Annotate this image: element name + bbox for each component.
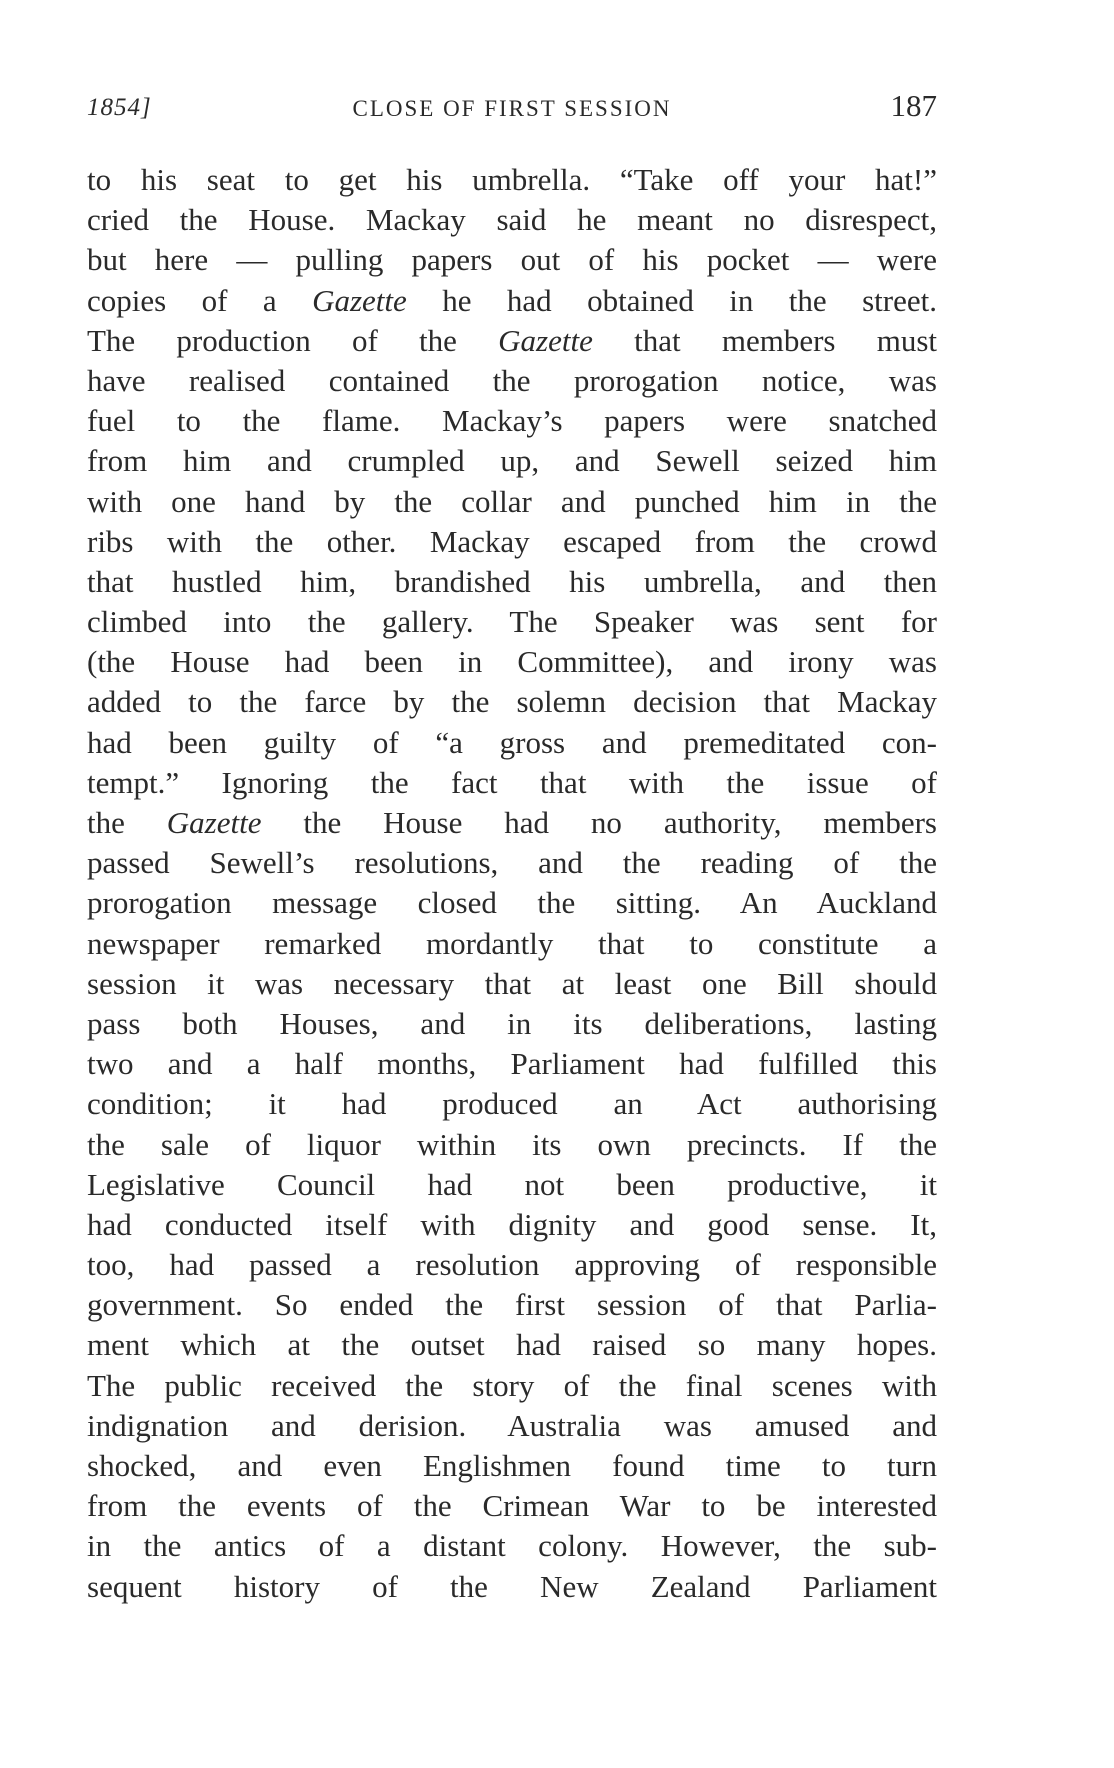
text-line: fuel to the flame. Mackay’s papers were snatched xyxy=(87,403,937,439)
text-line: in the antics of a distant colony. However, the sub- xyxy=(87,1528,937,1564)
text-line: newspaper remarked mordantly that to constitute a xyxy=(87,925,937,961)
text-line: the Gazette the House had no authority, members xyxy=(87,805,937,840)
gazette-title: Gazette xyxy=(498,322,593,358)
text-line: Legislative Council had not been productive, it xyxy=(87,1166,937,1202)
text-line: from the events of the Crimean War to be interested xyxy=(87,1488,937,1524)
text-line: ment which at the outset had raised so many hopes. xyxy=(87,1327,937,1363)
page-number: 187 xyxy=(890,88,937,123)
text-line: but here — pulling papers out of his pocket — were xyxy=(87,242,937,278)
text-line: condition; it had produced an Act authorising xyxy=(87,1086,937,1122)
text-line: two and a half months, Parliament had fulfilled this xyxy=(87,1046,937,1082)
text-line: too, had passed a resolution approving of responsible xyxy=(87,1247,937,1283)
running-head xyxy=(87,88,937,128)
text-line: copies of a Gazette he had obtained in the street. xyxy=(87,282,937,318)
running-head-title: CLOSE OF FIRST SESSION xyxy=(352,96,672,121)
text-line: have realised contained the prorogation notice, was xyxy=(87,362,937,398)
gazette-title: Gazette xyxy=(312,282,407,318)
text-line: that hustled him, brandished his umbrella, and then xyxy=(87,563,937,599)
text-line: with one hand by the collar and punched him in the xyxy=(87,483,937,519)
text-line: added to the farce by the solemn decision that Mackay xyxy=(87,684,937,720)
text-line: indignation and derision. Australia was amused and xyxy=(87,1407,937,1443)
text-line: the sale of liquor within its own precincts. If the xyxy=(87,1126,937,1162)
text-line: cried the House. Mackay said he meant no disrespect, xyxy=(87,202,937,238)
text-line: passed Sewell’s resolutions, and the reading of the xyxy=(87,845,937,881)
text-line: pass both Houses, and in its deliberations, lasting xyxy=(87,1005,937,1041)
text-line: from him and crumpled up, and Sewell seized him xyxy=(87,443,937,479)
text-line: had conducted itself with dignity and good sense. It, xyxy=(87,1206,937,1242)
text-line: government. So ended the first session of that Parlia- xyxy=(87,1287,937,1323)
text-line: had been guilty of “a gross and premeditated con- xyxy=(87,724,937,760)
text-line: ribs with the other. Mackay escaped from the crowd xyxy=(87,523,937,559)
text-line: to his seat to get his umbrella. “Take off your hat!” xyxy=(87,162,937,197)
running-head-year: 1854] xyxy=(87,94,152,121)
text-line: The public received the story of the final scenes with xyxy=(87,1367,937,1403)
gazette-title: Gazette xyxy=(166,805,262,840)
text-line: (the House had been in Committee), and irony was xyxy=(87,644,937,680)
text-line: prorogation message closed the sitting. An Auckland xyxy=(87,885,937,921)
text-line: shocked, and even Englishmen found time to turn xyxy=(87,1448,937,1483)
text-line: climbed into the gallery. The Speaker was sent for xyxy=(87,604,937,640)
text-line: tempt.” Ignoring the fact that with the issue of xyxy=(87,764,937,800)
text-line: The production of the Gazette that members must xyxy=(87,322,937,358)
text-line: sequent history of the New Zealand Parliament xyxy=(87,1568,937,1604)
text-line: session it was necessary that at least one Bill should xyxy=(87,965,937,1001)
body-text xyxy=(87,160,937,1607)
